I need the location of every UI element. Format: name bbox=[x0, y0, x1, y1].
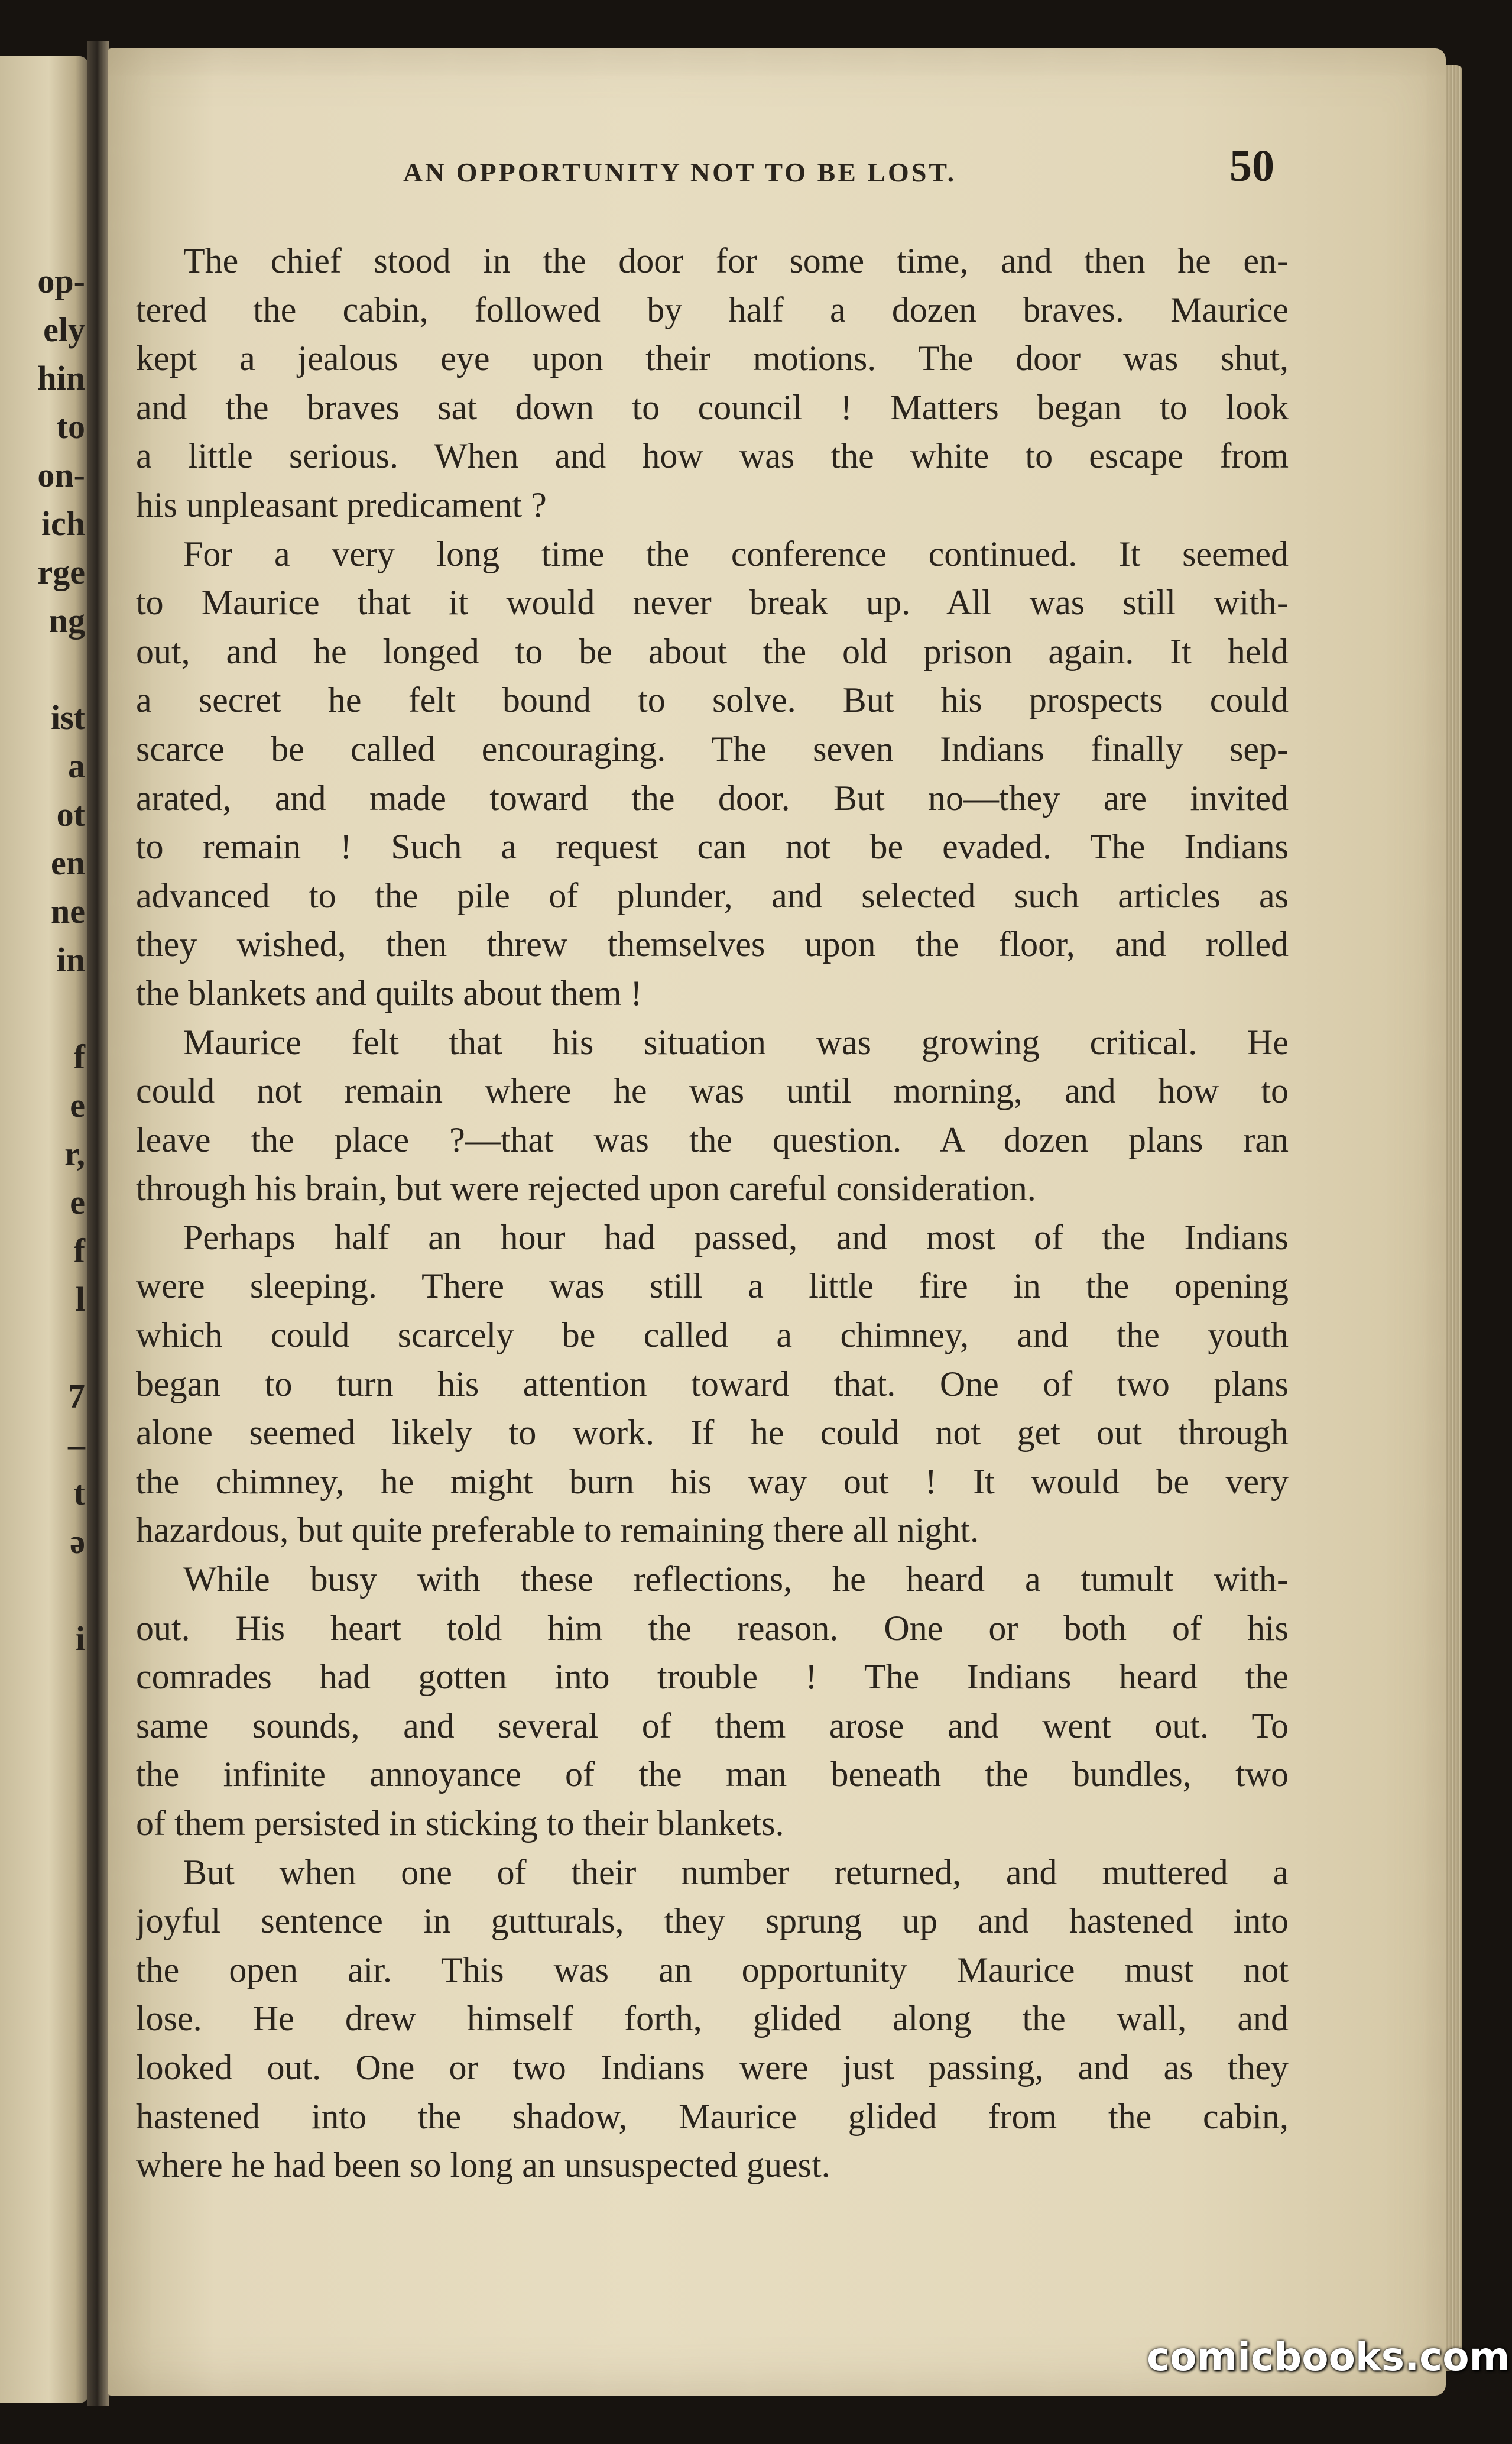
left-page-fragment: l bbox=[75, 1280, 85, 1318]
text-line: began to turn his attention toward that. One of two plans bbox=[136, 1364, 1289, 1403]
text-line: Perhaps half an hour had passed, and most of the Indians bbox=[183, 1217, 1289, 1257]
body-text bbox=[136, 236, 1289, 2190]
left-page-fragment: ng bbox=[48, 601, 85, 640]
text-line: and the braves sat down to council ! Matters began to look bbox=[136, 387, 1289, 427]
book-gutter bbox=[87, 41, 109, 2406]
left-page-fragment: ot bbox=[56, 795, 85, 834]
text-line: to remain ! Such a request can not be evaded. The Indians bbox=[136, 827, 1289, 867]
left-page-fragment: a bbox=[68, 747, 85, 785]
text-line: were sleeping. There was still a little fire in the opening bbox=[136, 1266, 1289, 1306]
text-line: out, and he longed to be about the old prison again. It held bbox=[136, 631, 1289, 671]
text-line: through his brain, but were rejected upon careful consideration. bbox=[136, 1169, 1036, 1208]
left-page-fragment: i bbox=[75, 1619, 85, 1658]
text-line: his unpleasant predicament ? bbox=[136, 485, 547, 524]
left-page-fragment bbox=[8, 645, 85, 693]
text-line: advanced to the pile of plunder, and selected such articles as bbox=[136, 876, 1289, 915]
left-page-fragment: e bbox=[70, 1183, 85, 1221]
text-line: the open air. This was an opportunity Maurice must not bbox=[136, 1950, 1289, 1989]
text-line: of them persisted in sticking to their blankets. bbox=[136, 1804, 784, 1843]
left-page-fragment: e bbox=[70, 1086, 85, 1124]
left-page-fragment: r, bbox=[64, 1135, 85, 1173]
left-page-fragment: 7 bbox=[68, 1377, 85, 1415]
left-page-fragment: en bbox=[51, 844, 85, 882]
left-page-fragment: rge bbox=[37, 553, 85, 591]
text-line: the blankets and quilts about them ! bbox=[136, 973, 643, 1013]
left-page-fragment: ist bbox=[51, 698, 85, 737]
text-line: The chief stood in the door for some time, and then he en- bbox=[183, 241, 1289, 280]
left-page-fragment bbox=[8, 1324, 85, 1372]
watermark: comicbooks.com bbox=[1147, 2334, 1510, 2380]
left-page-fragment: ə bbox=[70, 1522, 85, 1561]
text-line: out. His heart told him the reason. One or both of his bbox=[136, 1608, 1289, 1648]
left-page-fragment: f bbox=[73, 1231, 85, 1270]
left-page-fragment: in bbox=[56, 941, 85, 979]
text-line: which could scarcely be called a chimney, and the youth bbox=[136, 1315, 1289, 1355]
text-line: hastened into the shadow, Maurice glided from the cabin, bbox=[136, 2096, 1289, 2136]
text-line: leave the place ?—that was the question. A dozen plans ran bbox=[136, 1120, 1289, 1159]
text-line: a secret he felt bound to solve. But his prospects could bbox=[136, 680, 1289, 720]
left-page-fragment bbox=[8, 1566, 85, 1615]
text-line: lose. He drew himself forth, glided along the wall, and bbox=[136, 1999, 1289, 2038]
page-stack-edge bbox=[1446, 65, 1462, 2371]
running-head: AN OPPORTUNITY NOT TO BE LOST. bbox=[403, 157, 957, 187]
left-page-fragment: hin bbox=[37, 359, 85, 397]
left-page-fragment: on- bbox=[37, 456, 85, 494]
left-page-edge bbox=[0, 56, 89, 2403]
left-page-fragment: ich bbox=[41, 504, 85, 543]
left-page-fragment: ely bbox=[43, 310, 85, 349]
text-line: they wished, then threw themselves upon the floor, and rolled bbox=[136, 925, 1289, 964]
left-page-text-fragments bbox=[8, 257, 85, 1663]
text-line: a little serious. When and how was the white to escape from bbox=[136, 436, 1289, 476]
left-page-fragment: to bbox=[56, 407, 85, 446]
page-number: 50 bbox=[1229, 141, 1274, 191]
text-line: scarce be called encouraging. The seven Indians finally sep- bbox=[136, 729, 1289, 769]
text-line: the infinite annoyance of the man beneath the bundles, two bbox=[136, 1755, 1289, 1794]
left-page-fragment: f bbox=[73, 1038, 85, 1076]
left-page-fragment: – bbox=[68, 1425, 85, 1464]
left-page-fragment: op- bbox=[37, 262, 85, 300]
text-line: same sounds, and several of them arose and went out. To bbox=[136, 1706, 1289, 1745]
text-line: alone seemed likely to work. If he could not get out through bbox=[136, 1413, 1289, 1453]
text-line: hazardous, but quite preferable to remaining there all night. bbox=[136, 1511, 979, 1550]
text-line: But when one of their number returned, and muttered a bbox=[183, 1852, 1289, 1892]
text-line: For a very long time the conference continued. It seemed bbox=[183, 534, 1289, 573]
left-page-fragment: t bbox=[73, 1474, 85, 1512]
text-line: the chimney, he might burn his way out ! It would be very bbox=[136, 1461, 1289, 1501]
text-line: tered the cabin, followed by half a dozen braves. Maurice bbox=[136, 290, 1289, 329]
text-line: joyful sentence in gutturals, they sprung up and hastened into bbox=[136, 1901, 1289, 1941]
left-page-fragment bbox=[8, 984, 85, 1033]
text-line: looked out. One or two Indians were just passing, and as they bbox=[136, 2047, 1289, 2087]
text-line: comrades had gotten into trouble ! The Indians heard the bbox=[136, 1657, 1289, 1697]
text-line: While busy with these reflections, he heard a tumult with- bbox=[183, 1560, 1289, 1599]
left-page-fragment: ne bbox=[51, 892, 85, 931]
text-line: arated, and made toward the door. But no—they are invited bbox=[136, 778, 1289, 818]
text-line: kept a jealous eye upon their motions. The door was shut, bbox=[136, 339, 1289, 378]
text-line: could not remain where he was until morning, and how to bbox=[136, 1071, 1289, 1111]
text-line: where he had been so long an unsuspected guest. bbox=[136, 2145, 830, 2185]
text-line: to Maurice that it would never break up. All was still with- bbox=[136, 583, 1289, 623]
text-line: Maurice felt that his situation was growing critical. He bbox=[183, 1022, 1289, 1062]
